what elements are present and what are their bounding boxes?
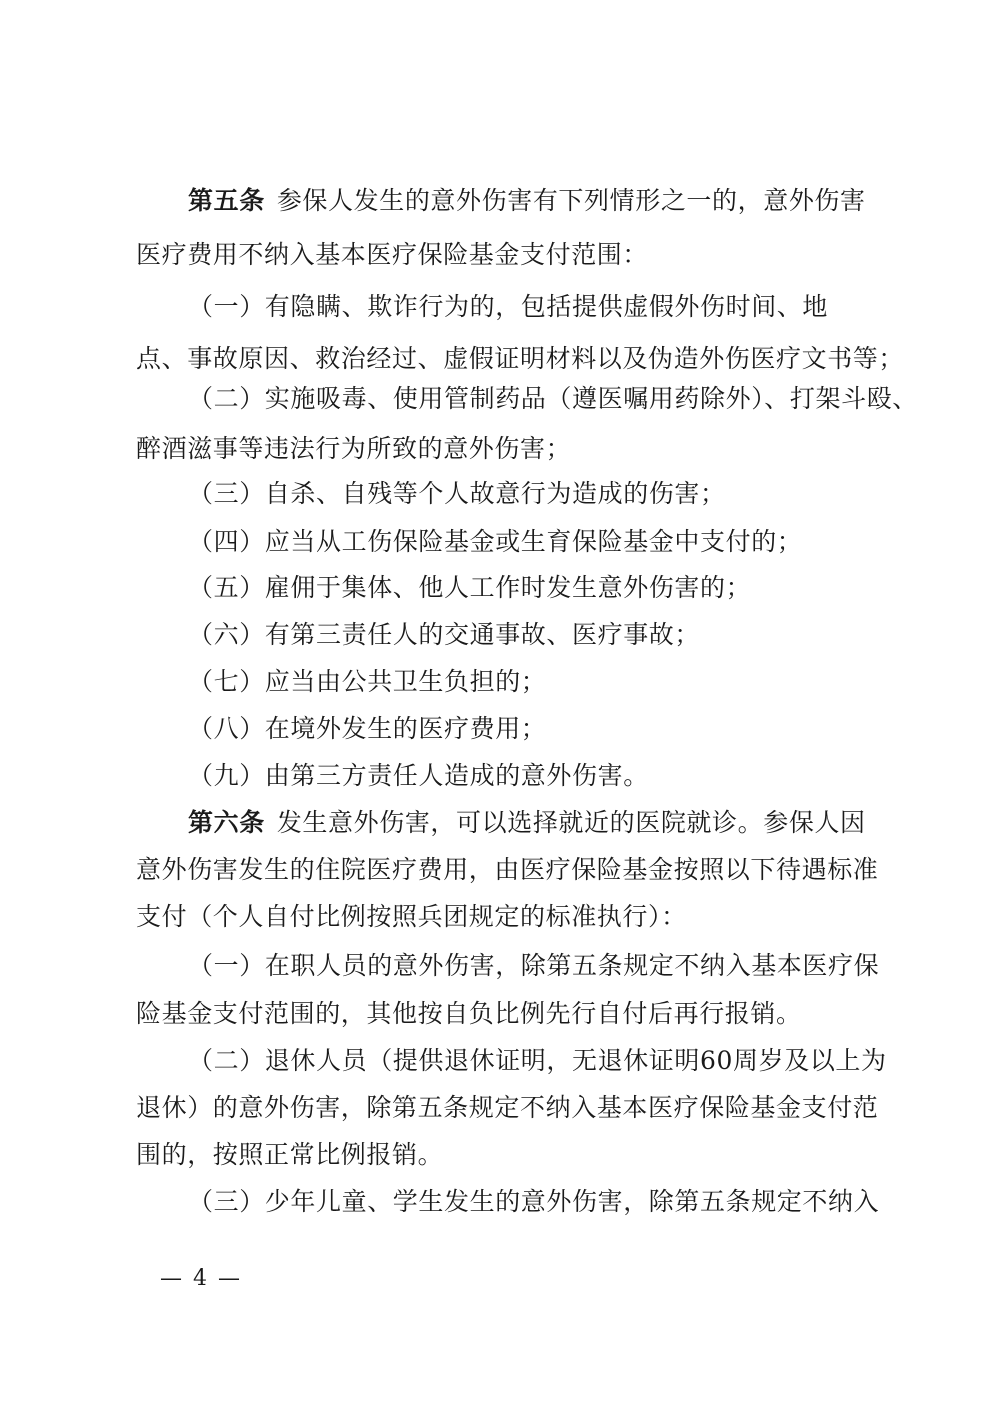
article-6-item-2b: 退休）的意外伤害，除第五条规定不纳入基本医疗保险基金支付范 [136,1093,879,1122]
article-6-line-2: 意外伤害发生的住院医疗费用，由医疗保险基金按照以下待遇标准 [136,855,879,884]
article-5-item-5: （五）雇佣于集体、他人工作时发生意外伤害的； [188,573,752,602]
article-5-text-1: 参保人发生的意外伤害有下列情形之一的，意外伤害 [276,186,866,215]
article-6-line-1 [188,805,866,841]
article-5-line-2: 医疗费用不纳入基本医疗保险基金支付范围： [136,240,649,269]
article-5-item-7: （七）应当由公共卫生负担的； [188,667,547,696]
article-6-line-3: 支付（个人自付比例按照兵团规定的标准执行）： [136,902,687,931]
article-6-item-1b: 险基金支付范围的，其他按自负比例先行自付后再行报销。 [136,999,802,1028]
article-5-item-1b: 点、事故原因、救治经过、虚假证明材料以及伪造外伤医疗文书等； [136,344,905,373]
article-6-title: 第六条 [188,808,265,837]
article-6-item-2a: （二）退休人员（提供退休证明，无退休证明60周岁及以上为 [188,1046,887,1075]
article-5-item-3: （三）自杀、自残等个人故意行为造成的伤害； [188,479,726,508]
article-6-item-3a: （三）少年儿童、学生发生的意外伤害，除第五条规定不纳入 [188,1187,880,1216]
article-6-item-2c: 围的，按照正常比例报销。 [136,1140,444,1169]
article-6-text-1: 发生意外伤害，可以选择就近的医院就诊。参保人因 [276,808,866,837]
article-5-item-2b: 醉酒滋事等违法行为所致的意外伤害； [136,434,572,463]
article-5-line-1 [188,183,866,219]
article-5-item-4: （四）应当从工伤保险基金或生育保险基金中支付的； [188,527,803,556]
article-5-item-1a: （一）有隐瞒、欺诈行为的，包括提供虚假外伤时间、地 [188,292,829,321]
article-5-item-2a: （二）实施吸毒、使用管制药品（遵医嘱用药除外）、打架斗殴、 [188,384,918,413]
article-5-item-8: （八）在境外发生的医疗费用； [188,714,547,743]
page-number: — 4 — [160,1266,242,1291]
article-6-item-1a: （一）在职人员的意外伤害，除第五条规定不纳入基本医疗保 [188,951,880,980]
article-5-item-9: （九）由第三方责任人造成的意外伤害。 [188,761,649,790]
article-5-item-6: （六）有第三责任人的交通事故、医疗事故； [188,620,701,649]
article-5-title: 第五条 [188,186,265,215]
